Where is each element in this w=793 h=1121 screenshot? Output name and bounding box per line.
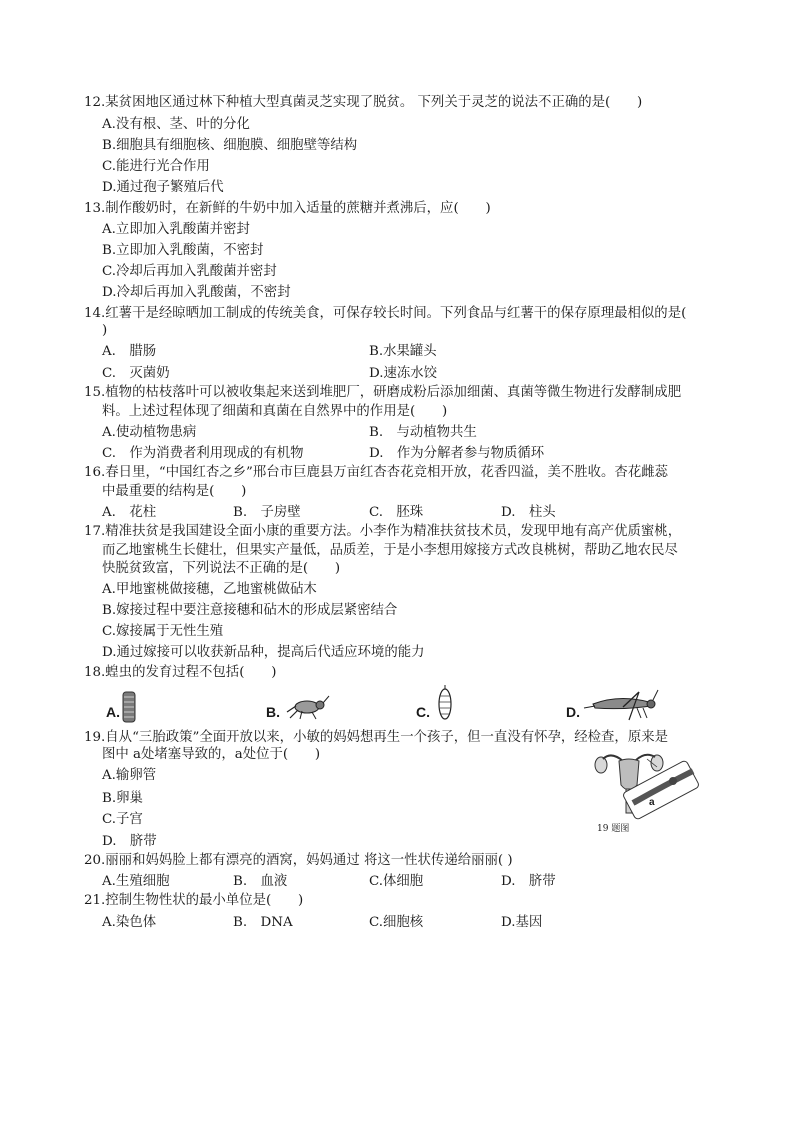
q14-stem-line2: ) (102, 323, 108, 338)
q19-option-a: A.输卵管 (102, 768, 157, 783)
q13-option-a: A.立即加入乳酸菌并密封 (102, 222, 250, 237)
q19-figure-label: a (649, 797, 655, 808)
q13-option-b: B.立即加入乳酸菌，不密封 (102, 243, 264, 258)
q21-stem: 21.控制生物性状的最小单位是( ) (84, 893, 304, 908)
q12-stem: 12.某贫困地区通过林下种植大型真菌灵芝实现了脱贫。 下列关于灵芝的说法不正确的是( ) (84, 95, 643, 110)
q20-stem: 20.丽丽和妈妈脸上都有漂亮的酒窝，妈妈通过 将这一性状传递给丽丽( ) (84, 853, 513, 868)
q16-stem-line1: 16.春日里，“中国红杏之乡”邢台市巨鹿县万亩红杏杏花竞相开放，花香四溢，美不胜收。杏花雌蕊 (84, 465, 668, 480)
q21-option-b: B. DNA (233, 915, 293, 930)
q19-stem-line1: 19.自从“三胎政策”全面开放以来，小敏的妈妈想再生一个孩子，但一直没有怀孕，经检查，原来是 (84, 730, 668, 745)
q14-option-c: C. 灭菌奶 (102, 366, 170, 381)
egg-cluster-icon (121, 691, 137, 723)
q15-option-c: C. 作为消费者利用现成的有机物 (102, 446, 304, 461)
q13-option-d: D.冷却后再加入乳酸菌，不密封 (102, 285, 291, 300)
q19-option-c: C.子宫 (102, 812, 143, 827)
q16-option-d: D. 柱头 (501, 505, 556, 520)
q17-option-a: A.甲地蜜桃做接穗，乙地蜜桃做砧木 (102, 582, 317, 597)
q21-option-a: A.染色体 (102, 915, 157, 930)
q18-stem: 18.蝗虫的发育过程不包括( ) (84, 665, 277, 680)
q19-figure-caption: 19 题图 (597, 824, 630, 834)
q17-option-d: D.通过嫁接可以收获新品种，提高后代适应环境的能力 (102, 645, 425, 660)
q12-option-a: A.没有根、茎、叶的分化 (102, 117, 250, 132)
q15-option-d: D. 作为分解者参与物质循环 (369, 446, 545, 461)
q20-option-c: C.体细胞 (369, 874, 424, 889)
q17-option-c: C.嫁接属于无性生殖 (102, 624, 224, 639)
q20-option-a: A.生殖细胞 (102, 874, 170, 889)
q16-option-b: B. 子房壁 (233, 505, 301, 520)
pupa-icon (436, 684, 454, 722)
q18-option-b: B. (266, 704, 280, 720)
q18-option-c: C. (416, 704, 430, 720)
q16-stem-line2: 中最重要的结构是( ) (102, 484, 247, 499)
q17-stem-line3: 快脱贫致富，下列说法不正确的是( ) (102, 561, 341, 576)
q17-option-b: B.嫁接过程中要注意接穗和砧木的形成层紧密结合 (102, 603, 398, 618)
q17-stem-line1: 17.精准扶贫是我国建设全面小康的重要方法。小李作为精准扶贫技术员，发现甲地有高产优质蜜桃， (84, 524, 682, 539)
q18-option-d: D. (566, 704, 580, 720)
q19-option-d: D. 脐带 (102, 834, 157, 849)
q18-option-a: A. (106, 704, 120, 720)
q19-stem-line2: 图中 a处堵塞导致的，a处位于( ) (102, 747, 321, 762)
q12-option-c: C.能进行光合作用 (102, 159, 210, 174)
q21-option-c: C.细胞核 (369, 915, 424, 930)
q15-option-a: A.使动植物患病 (102, 425, 197, 440)
q14-option-b: B.水果罐头 (369, 344, 437, 359)
nymph-icon (284, 694, 330, 720)
q14-option-d: D.速冻水饺 (369, 366, 438, 381)
q17-stem-line2: 而乙地蜜桃生长健壮，但果实产量低，品质差，于是小李想用嫁接方式改良桃树，帮助乙地农民尽 (102, 543, 678, 558)
q20-option-b: B. 血液 (233, 874, 288, 889)
q13-stem: 13.制作酸奶时，在新鲜的牛奶中加入适量的蔗糖并煮沸后，应( ) (84, 201, 491, 216)
q21-option-d: D.基因 (501, 915, 543, 930)
q14-option-a: A. 腊肠 (102, 344, 157, 359)
q15-stem-line1: 15.植物的枯枝落叶可以被收集起来送到堆肥厂，研磨成粉后添加细菌、真菌等微生物进行发酵制成肥 (84, 385, 682, 400)
q15-stem-line2: 料。上述过程体现了细菌和真菌在自然界中的作用是( ) (102, 404, 448, 419)
adult-locust-icon (583, 688, 659, 722)
q13-option-c: C.冷却后再加入乳酸菌并密封 (102, 264, 277, 279)
q19-option-b: B.卵巢 (102, 791, 143, 806)
q12-option-d: D.通过孢子繁殖后代 (102, 180, 224, 195)
q14-stem-line1: 14.红薯干是经晾晒加工制成的传统美食，可保存较长时间。下列食品与红薯干的保存原理最相似的是( (84, 306, 687, 321)
q20-option-d: D. 脐带 (501, 874, 556, 889)
q12-option-b: B.细胞具有细胞核、细胞膜、细胞壁等结构 (102, 138, 358, 153)
q15-option-b: B. 与动植物共生 (369, 425, 477, 440)
q16-option-a: A. 花柱 (102, 505, 157, 520)
q16-option-c: C. 胚珠 (369, 505, 424, 520)
